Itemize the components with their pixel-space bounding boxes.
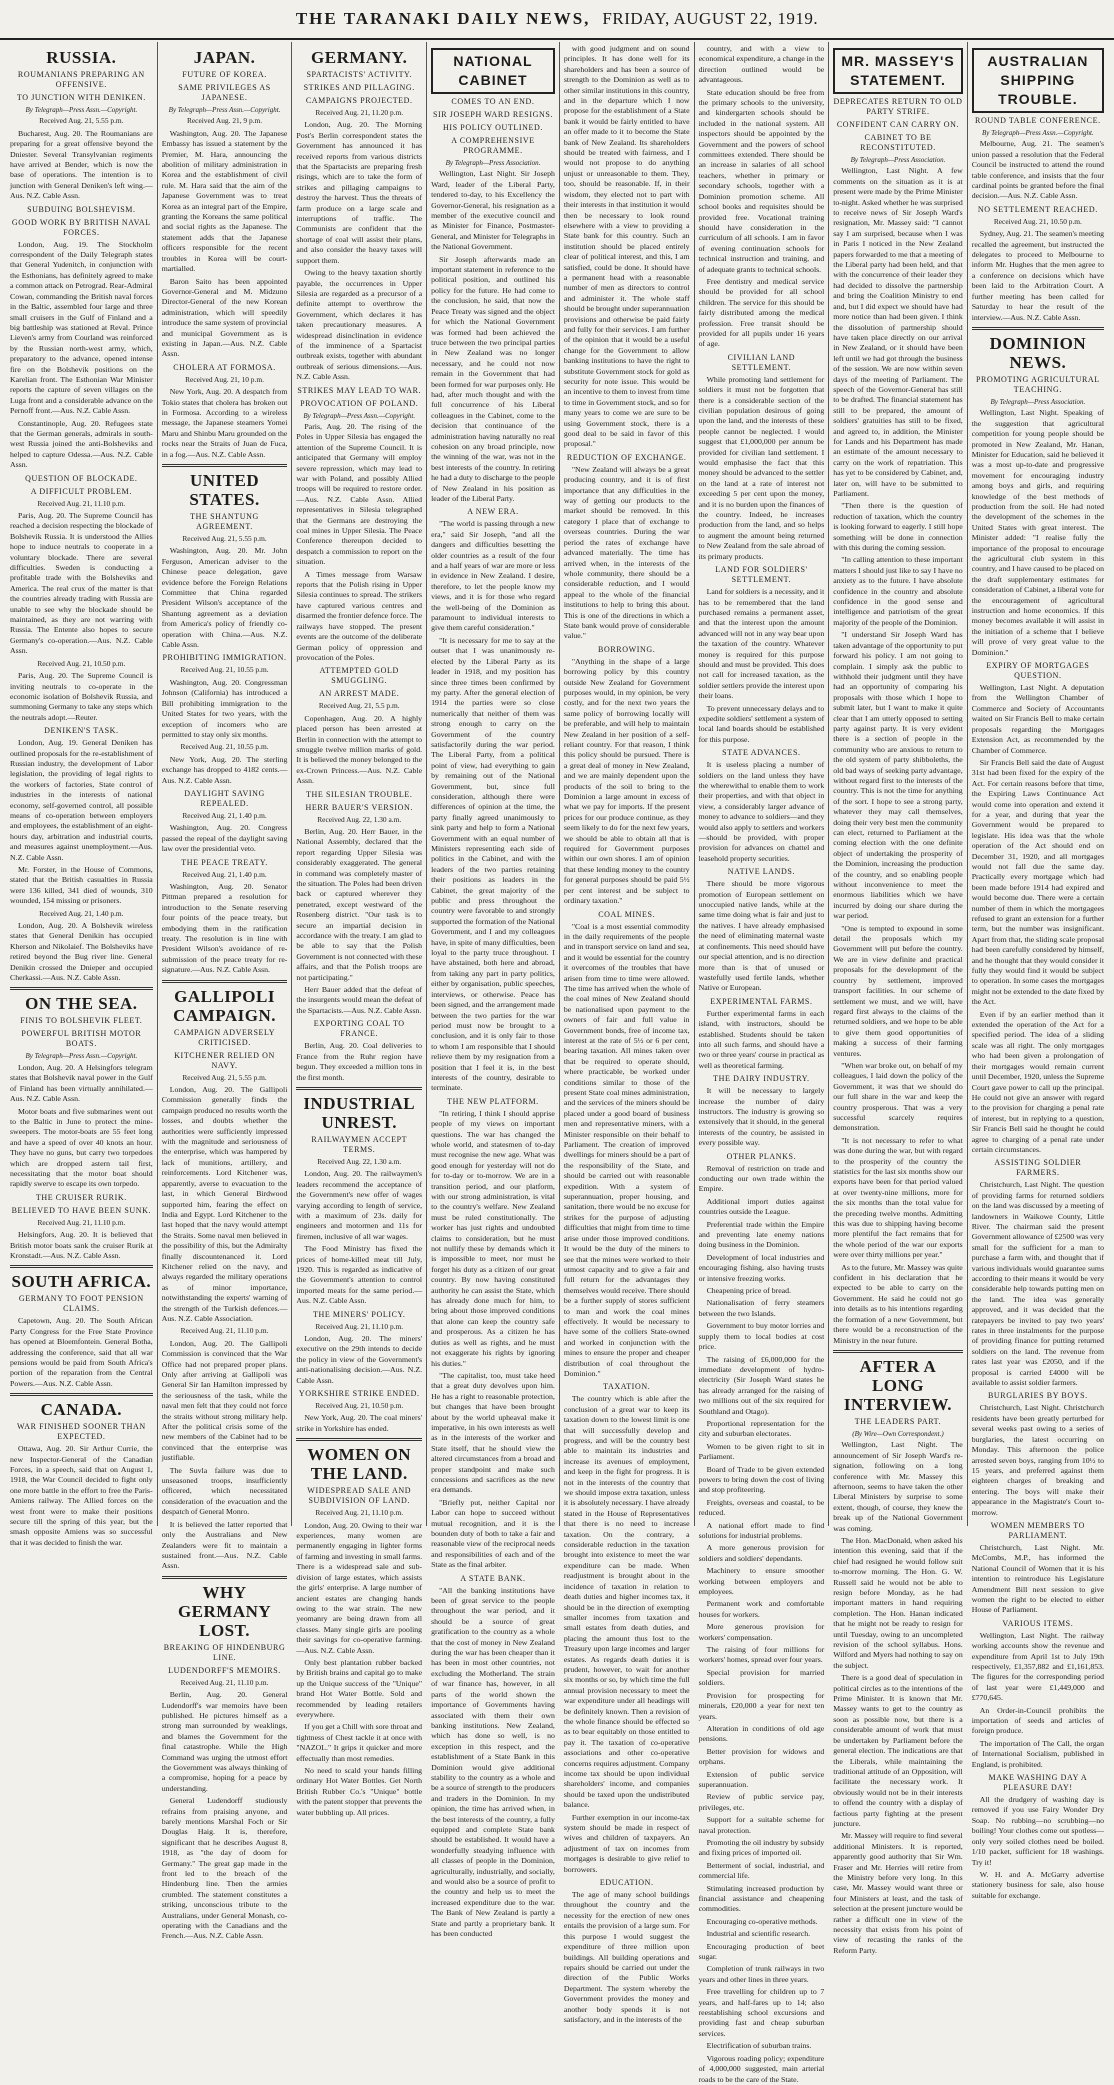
article-paragraph: All the drudgery of washing day is removed if you use Fairy Wonder Dry Soap. No rubbing—no scrubbing—no boiling! Your clothes come out spotless—only very soiled clothes need be boiled. 1/10 packet, sufficient for 18 washings. Try it! (971, 1795, 1105, 1867)
article-paragraph: London, Aug. 20. The miners' executive on the 29th intends to decide the policy in view of the Government's anti-nationalising decision.—Aus. N.Z. Cable Assn. (296, 1334, 423, 1385)
subheading: THE PEACE TREATY. (181, 857, 268, 867)
byline: By Telegraph—Press Assn.—Copyright. (168, 106, 281, 114)
section-divider (296, 1438, 422, 1441)
section-divider (162, 980, 288, 983)
article-paragraph: Further experimental farms in each island, with instructors, should be established. Students should be taken into all such farms, and should have a two or three years' course in practical as well as theoretical farming. (698, 1008, 825, 1070)
newspaper-title: THE TARANAKI DAILY NEWS, (295, 9, 591, 28)
article-paragraph: A more generous provision for soldiers and soldiers' dependants. (698, 1543, 825, 1563)
received-line: Received Aug. 21, 11.10 p.m. (37, 498, 126, 508)
article-paragraph: A national effort made to find solutions for industrial problems. (698, 1520, 825, 1540)
article-paragraph: The Food Ministry has fixed the prices of home-killed meat till July, 1920. This is regarded as indicative of the Government's attention to control imported meats for the same period.—Aus. N.Z. Cable Assn. (296, 1244, 423, 1306)
article-paragraph: Sir Francis Bell said the date of August 31st had been fixed for the expiry of the Act. For certain reasons before that time, the Expiring Laws Continuance Act would come into operation and extend it for a year, and during that year the Government would be prepared to legislate. His idea was that the whole operation of the Act should end on December 31, 1920, and all mortgages would not fall due the same day. Practically every mortgage which had been made before 1914 had expired and would become due. There were a certain number of them in which the mortgagees refused to grant an extension for a further term, but the number was insignificant. Apart from that, the sliding scale proposal had been carefully considered by himself, and he thought that they would consider it fully they would find it would be subject to operation. In some cases the mortgages might not be extended to the date fixed by the Act. (971, 757, 1105, 1007)
article-paragraph: Even if by an earlier method than it extended the operation of the Act for a specified period. The idea of a sliding scale was all right. The only mortgages who had been given a prolongation of their mortgages would remain current until December, 1920, unless the Supreme Court gave power to call up the principal. He could not give an answer with regard to the provision for charging a penal rate of interest, but in replying to a question, Sir Francis Bell said he thought he could agree to charging of a penal rate under certain circumstances. (971, 1009, 1105, 1154)
subheading: STATE ADVANCES. (722, 748, 801, 758)
article-paragraph: The country which is able after the conclusion of a great war to keep its taxation down to the lowest limit is one that will successfully develop and progress, and will be the country best able to maintain its industries and increase its avenues of employment, and keep in the fight for progress. It is not in the interests of the country that we should impose extra taxation, unless it is absolutely necessary. I have already stated in the House of Representatives that there is no need to increase taxation. On the contrary, a considerable reduction in the taxation brought into existence to meet the war expenditure can be made. When readjustment is brought about in the incidence of taxation in relation to death duties and higher incomes tax, it should be in the direction of exempting smaller incomes from taxation and small estates from death duties, and placing the amount thus lost to the Treasury upon large incomes and larger estates. As regards death duties it is prudent, however, to wait for another six months or so, by which time the full annual provision necessary to meet the war expenditure under all headings will be definitely known. Then a revision of the whole finance should be effected so as to bear equitably on those entitled to pay it. The taxation of co-operative associations and other co-operative concerns requires adjustment. Company income tax should be upon individual shareholders' income, and companies should be taxed upon the undistributed balance. (563, 1394, 690, 1810)
article-paragraph: London, Aug. 19. The Stockholm correspondent of the Daily Telegraph states that General Yudenitch, in conjunction with the Esthonians, has definitely agreed to make a common attack on Petrograd. Rear-Admiral Cowan, commanding the British naval forces in the Baltic, assembled four large and three small cruisers in the Gulf of Finland and a big battleship was stationed at Reval. Prince Lieven's army from Courland was reinforced by the Russian north-west army, which, preparatory to the advance, opened intense fire on the Bolshevik positions on the Karelian front. The Esthonian War Minister reports the capture of seven villages on the Luga front and a considerable advance on the Pernoff front.—Aus. N.Z. Cable Assn. (10, 239, 153, 416)
article-paragraph: Land for soldiers is a necessity, and it has to be remembered that the land purchased remains a permanent asset, and that the interest upon the amount advanced will not in any way bear upon the taxation of the country. Whatever money is required for this purpose should and must be provided. This does not call for increased taxation, as the soldier settlers provide the interest upon their loans. (698, 587, 825, 701)
article-paragraph: Wellington, Last Night. A deputation from the Wellington Chamber of Commerce and Society of Accountants waited on Sir Francis Bell to make certain proposals regarding the Mortgages Extension Act, as recommended by the Chamber of Commerce. (971, 683, 1105, 755)
section-divider (10, 1265, 153, 1268)
article-paragraph: Special provision for married soldiers. (698, 1667, 825, 1688)
subheading: TO JUNCTION WITH DENIKEN. (16, 93, 146, 102)
article-paragraph: The raising of four millions for workers' homes, spread over four years. (698, 1645, 825, 1665)
section-heading: AUSTRALIAN SHIPPING TROUBLE. (972, 48, 1104, 113)
column-2 (158, 42, 293, 1941)
received-line: Received Aug. 21, 10.50 p.m. (315, 1401, 404, 1411)
subheading: BELIEVED TO HAVE BEEN SUNK. (11, 1205, 152, 1215)
subheading: BORROWING. (598, 644, 656, 654)
section-heading: MR. MASSEY'S STATEMENT. (833, 48, 962, 94)
article-paragraph: A Times message from Warsaw reports that the Polish rising in Upper Silesia continues to spread. The strikers have captured various centres and disarmed the frontier defence force. The railways have stopped. The present events are the outcome of the deliberate German policy of oppression and provocation of the Poles. (296, 569, 423, 662)
article-paragraph: Helsingfors, Aug. 20. It is believed that British motor boats sank the cruiser Rurik at Kronstadt.—Aus. N.Z. Cable Assn. (10, 1230, 153, 1260)
article-paragraph: The age of many school buildings throughout the country and the necessity for the erection of new ones entails the provision of a large sum. For this purpose I would suggest the expenditure of three million upon buildings. All building operations and repairs should be carried out under the direction of the Public Works Department. The system whereby the Government provides the money and another body spends it is not satisfactory, and in the interests of the (563, 1890, 690, 2024)
subheading: CABINET TO BE RECONSTITUTED. (860, 133, 936, 152)
subheading: YORKSHIRE STRIKE ENDED. (298, 1389, 420, 1399)
article-paragraph: Government to buy motor lorries and supply them to local bodies at cost price. (698, 1321, 825, 1352)
article-paragraph: Proportional representation for the city and suburban electorates. (698, 1418, 825, 1439)
article-paragraph: The Suvla failure was due to unseasoned troops, insufficiently officered, which necessitated consideration of the evacuation and the despatch of General Monro. (161, 1465, 288, 1517)
received-line: Received Aug. 22, 1.30 a.m. (317, 1156, 402, 1166)
article-paragraph: New York, Aug. 20. The sterling exchange has dropped to 4182 cents.—Aus. N.Z. Cable Assn. (161, 754, 288, 785)
article-paragraph: "Anything in the shape of a large borrowing policy by this country outside New Zealand for Government purposes would, in my opinion, be very costly, and for the next two years the same policy of borrowing locally will be preferable, and will help to maintain New Zealand in her position of a self-reliant country. For that reason, I think this policy should be pursued. There is a great deal of money in New Zealand, and we are mainly dependent upon the products of the soil to bring to the Dominion a large amount in excess of what we pay for imports. If the present prices for our produce continue, as they seem likely to do for the next few years, we should be able to obtain all that is required for Government purposes within our own shores. I am of opinion that these lending money to the country for general purposes should be paid 5½ per cent interest and be subject to ordinary taxation." (563, 656, 690, 906)
subheading: SAME PRIVILEGES AS JAPANESE. (178, 83, 271, 102)
received-line: Received Aug. 21, 10.50 p.m. (37, 658, 126, 668)
section-heading: AFTER A LONG INTERVIEW. (843, 1356, 953, 1414)
received-line: Received Aug. 21, 5.55 p.m. (182, 1072, 267, 1082)
article-paragraph: Industrial and scientific research. (706, 1929, 811, 1939)
section-divider (833, 1350, 962, 1353)
article-paragraph: Review of public service pay, privileges, etc. (698, 1792, 825, 1812)
subheading: REDUCTION OF EXCHANGE. (566, 452, 687, 462)
received-line: Received Aug. 21, 10.55 p.m. (180, 665, 269, 675)
subheading: A DIFFICULT PROBLEM. (30, 486, 132, 496)
article-paragraph: "The world is passing through a new era," said Sir Joseph, "and all the dangers and difficulties besetting the older countries as a result of the four and a half years of war are more or less in evidence in New Zealand. I desire, therefore, to let the people know my views, and it is for those who regard the well-being of the Dominion as paramount to individual interests to give them careful consideration." (431, 519, 555, 633)
article-paragraph: Christchurch, Last Night. The question of providing farms for returned soldiers on the land was discussed by a meeting of landowners in Waikowe County, Little River. The chairman said the present Government allowance of £2500 was very small for the sufficient for a man to purchase a farm with, and thought that if various individuals would guarantee sums according to their means it would be very considerable help towards putting men on the land. The idea was generally approved, and it was decided that the ratepayers be invited to pay two years' rates in three instalments for the purpose of providing finance for putting returned soldiers on the land. The revenue from rates last year was £2050, and if the proposal is carried £4000 will be available to assist soldier farmers. (971, 1180, 1105, 1388)
article-paragraph: London, Aug. 20. A Bolshevik wireless states that General Denikin has occupied Kherson and Nikolaief. The Bolsheviks have retired beyond the Bug river line. General Denikin crossed the Dnieper and occupied Cherkassi.—Aus. N.Z. Cable Assn. (10, 921, 153, 983)
received-line: Received Aug. 21, 11.20 p.m. (315, 108, 404, 117)
subheading: THE NEW PLATFORM. (447, 1096, 539, 1106)
subheading: RAILWAYMEN ACCEPT TERMS. (311, 1134, 408, 1154)
article-paragraph: Extension of public service superannuation. (698, 1769, 825, 1789)
article-paragraph: Cheapening price of bread. (706, 1286, 791, 1296)
article-paragraph: Removal of restriction on trade and conducting our own trade within the Empire. (698, 1163, 825, 1194)
subheading: THE DAIRY INDUSTRY. (713, 1074, 810, 1084)
article-paragraph: While promoting land settlement for soldiers it must not be forgotten that there is a considerable section of the civilian population desirous of going upon the land, and the interests of these people cannot be neglected. I would suggest that £1,000,000 per annum be provided for civilian land settlement. I would emphasise the fact that this money should be advanced to the settler on the land at a rate of interest not exceeding 5 per cent upon the money, and it is no burden upon the finances of the country. Indeed, he increases production from the land, and so helps to augment the amount being returned to New Zealand from the sale abroad of its primary products. (698, 374, 825, 561)
article-paragraph: London, Aug. 20. The Gallipoli Commission generally finds the campaign produced no results worth the losses, and doubts whether the authorities were sufficiently impressed with the magnitude and seriousness of the enterprise, which was hampered by lack of munitions, artillery, and reinforcements. Lord Kitchener was, apparently, averse to evacuation to the last, in which General Birdwood supported him, fearing the effect on India and Egypt. Lord Kitchener to the last hoped that the navy would attempt the Straits. Some naval men believed in the possibility of this, but the Admiralty finally discountenanced it. Lord Kitchener relied on the navy, and always regarded the military operations as of minor importance, notwithstanding the experts' warning of the strength of the Turkish defences.—Aus. N.Z. Cable Association. (161, 1085, 288, 1323)
article-paragraph: Wellington, Last Night. The railway working accounts show the revenue and expenditure from April 1st to July 19th respectively, £1,357,882 and £1,161,853. The figures for the corresponding period of last year were £1,449,000 and £770,645. (971, 1630, 1105, 1703)
received-line: Received Aug. 21, 5.55 p.m. (182, 534, 267, 543)
subheading: POWERFUL BRITISH MOTOR BOATS. (21, 1029, 142, 1049)
received-line: Received Aug. 21, 10.50 p.m. (993, 216, 1082, 226)
section-heading: WOMEN ON THE LAND. (307, 1445, 412, 1484)
subheading: CHOLERA AT FORMOSA. (173, 362, 276, 372)
byline: By Telegraph—Press Association. (990, 397, 1086, 406)
byline: (By Wire—Own Correspondent.) (852, 1429, 944, 1438)
article-paragraph: Nationalisation of ferry steamers between the two Islands. (698, 1298, 825, 1318)
article-paragraph: "One is tempted to expound in some detail the proposals which my Government will put before the country. We are in view definite and practical proposals for the development of the country by settlement, improved transport facilities. In our scheme of settlement we must, and we will, have regard first always to the claims of the returned soldiers, and we hope to be able to give them good opportunities of making a success of their farming ventures. (833, 923, 963, 1058)
subheading: CIVILIAN LAND SETTLEMENT. (727, 352, 796, 372)
article-paragraph: Wellington, Last Night. Speaking of the suggestion that agricultural competition for young people should be promoted in New Zealand, Mr. Hanan, Minister for Education, said he believed it was a most up-to-date and progressive movement for encouraging industry among boys and girls, and requiring knowledge of the best methods of production from the soil. He had noted the development of the schemes in the United States with great interest. The Minister added: "I realise fully the importance of the proposal to encourage the agricultural club system in this country, and I have caused to be placed on the draft supplementary estimates for consideration of Cabinet, a liberal vote for the encouragement of agricultural instruction and home economics. If this money becomes available it will assist in the initiation of a scheme that I believe will prove of very great value to the Dominion." (971, 408, 1105, 657)
section-heading: WHY GERMANY LOST. (177, 1582, 272, 1640)
article-paragraph: Betterment of social, industrial, and commercial life. (698, 1860, 825, 1881)
subheading: ROUMANIANS PREPARING AN OFFENSIVE. (17, 70, 145, 89)
article-paragraph: Washington, Aug. 20. Mr. John Ferguson, American adviser to the Chinese peace delegation, gave evidence before the Foreign Relations Committee that China regarded President Wilson's acceptance of the Shantung agreement as a deviation from America's policy of friendly co-operation with China.—Aus. N.Z. Cable Assn. (161, 546, 288, 650)
article-paragraph: Washington, Aug. 20. Senator Pittman prepared a resolution for introduction to the Senate reserving four points of the peace treaty, but embodying them in the ratification treaty. The resolution is in line with President Wilson's avoidance of re-submission of the peace treaty for re-signature.—Aus. N.Z. Cable Assn. (161, 881, 288, 975)
article-paragraph: Paris, Aug. 20. The rising of the Poles in Upper Silesia has engaged the attention of the Supreme Council. It is anticipated that Germany will employ severe repression, which may lead to war with Poland, and possibly Allied troops will be required to restore order.—Aus. N.Z. Cable Assn. Allied representatives in Silesia telegraphed that the Germans are destroying the coal mines in Upper Silesia. The Peace Conference thereupon decided to despatch a commission to report on the situation. (296, 421, 423, 567)
article-paragraph: with good judgment and on sound principles. It has done well for its shareholders and has been a source of strength to the Dominion as well as to other similar institutions in this country, and in the departure which I now propose for the establishment of a State bank it would be fairly entitled to have an offer made to it to become the State bank of New Zealand. Its shareholders should be treated with fairness, and I would not propose to do anything unjust or unreasonable to them. They, too, should be reasonable. If, in their wisdom, they elected not to part with their interests in that institution it would then be necessary to look round elsewhere with a view to providing a State bank for this country. Such an institution should be placed entirely clear of political interest, and this, I am satisfied, could be done. It should have a permanent head with a reasonable number of men as directors to control and administer it. The whole staff should be brought under superannuation provisions and otherwise be paid fairly and fully for their services. I am further of the opinion that it would be a useful change for the Government to allow banking institutions to have the right to substitute Government stock for gold as security for note issue. This would be an incentive to them to invest from time to time in Government stock, and so for many years to come we are sure to be using Government stock, there is a good deal to be said in favor of this proposal." (563, 44, 690, 449)
subheading: MAKE WASHING DAY A PLEASURE DAY! (988, 1773, 1088, 1793)
subheading: THE SILESIAN TROUBLE. (306, 789, 413, 799)
article-paragraph: Encouraging co-operative methods. (706, 1916, 818, 1926)
section-heading: JAPAN. (193, 48, 256, 67)
subheading: VARIOUS ITEMS. (1002, 1618, 1074, 1628)
article-paragraph: Promoting the oil industry by subsidy and fixing prices of imported oil. (698, 1837, 825, 1858)
article-paragraph: The raising of £6,000,000 for the immediate development of hydro-electricity (Sir Joseph Ward states he has already arranged for the raising of two millions out of the six required for Southland and Otago). (698, 1354, 825, 1416)
article-paragraph: Sir Joseph afterwards made an important statement in reference to the political position, and outlined his policy for the future. He had come to the conclusion, he said, that now the Peace Treaty was signed and the object for which the National Government was formed had been achieved the truce between the two principal parties in New Zealand was no longer necessary, and he could not now remain in the Government that had been formed for war purposes only. He had, after much thought and with the full concurrence of his Liberal colleagues in the Cabinet, come to the decision that continuance of the administration having naturally no real cohesion on any broad principle, now the winning of the war, was not in the best interests of the country. In retiring he had a duty to discharge to the people of New Zealand in his position as leader of the Liberal Party. (431, 254, 555, 503)
article-paragraph: Wellington, Last Night. The announcement of Sir Joseph Ward's re-signation, following on a long conference with Mr. Massey this afternoon, seems to have taken the other Liberal Ministers by surprise to some extent, though, of course, they knew the break up of the National Government was coming. (833, 1440, 963, 1533)
section-divider (162, 464, 288, 467)
article-paragraph: Sydney, Aug. 21. The seamen's meeting recalled the agreement, but instructed the delegates to proceed to Melbourne to inform Mr. Hughes that the men agree to a conference on decisions which have been laid to the Arbitration Court. A further meeting has been called for Saturday to hear the result of the interview.—Aus. N.Z. Cable Assn. (971, 229, 1105, 322)
section-heading: GERMANY. (311, 48, 408, 67)
section-heading: INDUSTRIAL UNREST. (303, 1093, 416, 1132)
article-paragraph: Washington, Aug. 20. Congressman Johnson (California) has introduced a Bill prohibiting immigration to the United States for two years, with the exception of incomers who are permitted to stay only six months. (161, 677, 288, 739)
article-paragraph: Completion of trunk railways in two years and other lines in three years. (698, 1964, 825, 1984)
article-paragraph: Development of local industries and encouraging fishing, also having trusts or intensive freezing works. (698, 1252, 825, 1283)
column-4 (427, 42, 560, 1939)
received-line: Received Aug. 21, 10.55 p.m. (180, 742, 269, 752)
article-paragraph: W. H. and A. McGarry advertise stationery business for sale, also house suitable for exchange. (971, 1869, 1105, 1900)
article-paragraph: Better provision for widows and orphans. (698, 1746, 825, 1767)
article-paragraph: Mr. Massey will require to find several additional Ministers. It is reported, apparently good authority that Sir Wm. Fraser and Mr. Herries will retire from the Ministry before very long. In this case, Mr. Massey would want three or four Ministers at least, and the task of selection at the present juncture would be rather a difficult one in view of the necessity that exists from his point of view of recasting the ranks of the Reform Party. (833, 1831, 963, 1955)
article-paragraph: More generous provision for workers' compensation. (698, 1622, 825, 1642)
byline: By Telegraph—Press Assn.—Copyright. (25, 106, 138, 114)
section-heading: UNITED STATES. (189, 471, 260, 509)
article-paragraph: "Briefly put, neither Capital nor Labor can hope to succeed without mutual recognition, and it is the bounden duty of both to take a fair and reasonable view of the reciprocal needs and responsibilities of each and of the State as the final arbiter. (431, 1497, 555, 1570)
article-paragraph: London, Aug. 20. The Morning Post's Berlin correspondent states the Government has announced it has received reports from various districts that the Spartacists are preparing fresh risings, which are to take the form of strikes and pillaging campaigns to destroy the harvest. Thus the threats of farm produce on a large scale and interruptions of traffic. The Communists are confident that the shortage of coal will assist their plans, and also consider the heavy taxes will support them. (296, 120, 423, 265)
article-paragraph: "When war broke out, on behalf of my colleagues, I laid down the policy of the Government, it was that we should do our full share in the war and keep the country prosperous. That was a very successful scarcely requires demonstration. (833, 1060, 963, 1133)
subheading: THE LEADERS PART. (854, 1416, 942, 1426)
subheading: CAMPAIGNS PROJECTED. (305, 96, 413, 105)
section-heading: SOUTH AFRICA. (11, 1272, 152, 1292)
article-paragraph: It will be necessary to largely increase the number of dairy instructors. The industry is growing so extensively that it should, in the general interests of the country, be assisted in every possible way. (698, 1086, 825, 1148)
article-paragraph: It is useless placing a number of soldiers on the land unless they have the wherewithal to enable them to work their properties, and with that object in view, a considerably larger advance of money to advance to soldiers—and they would also apply to settlers and workers—should be provided, with proper provision for advances on chattel and leasehold property securities. (698, 760, 825, 863)
article-paragraph: London, Aug. 19. General Deniken has outlined proposals for the re-establishment of Russian industry, the development of Labor legislation, the providing of legal rights to the workers of factories, State control of industries in the interests of national economy, self-governed control, all possible means of co-operation between employers and employees, the establishment of an eight-hours day, arbitration and industrial courts, and measures against unemployment.—Aus. N.Z. Cable Assn. (10, 738, 153, 862)
received-line: Received Aug. 22, 1.30 a.m. (317, 814, 402, 824)
section-heading: DOMINION NEWS. (989, 333, 1087, 372)
subheading: THE SHANTUNG AGREEMENT. (190, 512, 259, 531)
subheading: SUBDUING BOLSHEVISM. (27, 204, 136, 214)
article-paragraph: Baron Saito has been appointed Governor-General and M. Midzuno Director-General of the new Korean administration, which will speedily introduce the same system of provincial and municipal Government as is existing in Japan.—Aus. N.Z. Cable Assn. (161, 276, 288, 359)
subheading: BURGLARIES BY BOYS. (987, 1391, 1088, 1401)
section-divider (972, 327, 1104, 330)
subheading: LAND FOR SOLDIERS' SETTLEMENT. (715, 565, 808, 585)
column-7 (829, 42, 967, 1955)
section-heading: CANADA. (40, 1400, 123, 1420)
article-paragraph: Machinery to ensure smoother working between employers and employees. (698, 1566, 825, 1597)
received-line: Received Aug. 21, 11.10 p.m. (37, 1217, 126, 1227)
article-paragraph: "The capitalist, too, must take heed that a great duty devolves upon him. He has a right to reasonable protection, but changes that have been brought about by the world upheaval make it imperative, in his own interests as well as in the interests of the worker and State itself, that he should view the altered circumstances from a broad and proper standpoint and make such concessions and sacrifices as the new era demands. (431, 1370, 555, 1495)
subheading: EXPORTING COAL TO FRANCE. (313, 1019, 405, 1039)
article-paragraph: If you get a Chill with sore throat and tightness of Chest tackle it at once with "NAZOL." It grips it quicker and more effectually than most remedies. (296, 1722, 423, 1763)
article-paragraph: State education should be free from the primary schools to the university, and kindergarten schools should be included in the national system. All inspectors should be appointed by the Government and the powers of school committees extended. There should be an increase in salaries of all school teachers, whether in primary or secondary schools, together with a Dominion promotion scheme. All school books and requisites should be provided free. Vocational training should have consideration in the curriculum of all schools. I am in favor of evening continuation schools for technical instruction and training, and of adequate grants to technical schools. (698, 87, 825, 274)
subheading: LUDENDORFF'S MEMOIRS. (168, 1665, 281, 1675)
subheading: ATTEMPTED GOLD SMUGGLING. (319, 666, 399, 686)
article-paragraph: Only best plantation rubber backed by British brains and capital go to make up the Unique success of the "Unique" brand Hot Water Bottle. Sold and recommended by leading retailers everywhere. (296, 1657, 423, 1719)
article-paragraph: Melbourne, Aug. 21. The seamen's union passed a resolution that the Federal Council be instructed to attend the round table conference, and insists that the four cardinal points be granted before the final decision.—Aus. N.Z. Cable Assn. (971, 139, 1105, 201)
subheading: HIS POLICY OUTLINED. (443, 123, 543, 132)
subheading: OTHER PLANKS. (726, 1151, 797, 1161)
subheading: NATIVE LANDS. (727, 867, 796, 877)
byline: By Telegraph—Press Assn.—Copyright. (981, 129, 1094, 137)
article-paragraph: Capetown, Aug. 20. The South African Party Congress for the Free State Province has opened at Bloemfontein. General Botha, addressing the conference, said that all war pensions would be paid from South Africa's portion of the reparation from the Central Powers.—Aus. N.Z. Cable Assn. (10, 1316, 153, 1388)
subheading: CAMPAIGN ADVERSELY CRITICISED. (174, 1027, 276, 1047)
subheading: A COMPREHENSIVE PROGRAMME. (451, 136, 535, 155)
article-paragraph: Owing to the heavy taxation shortly payable, the occurrences in Upper Silesia are regarded as a precursor of a definite attempt to overthrow the Government, which declares it has taken precautionary measures. A widespread disinclination in evidence of the imminence of a Spartacist outbreak exists, together with abundant outbreak of serious dimensions.—Aus. N.Z. Cable Assn. (296, 268, 423, 382)
article-paragraph: Vigorous roading policy; expenditure of 4,000,000 suggested, main arterial roads to be the care of the State. (698, 2053, 825, 2084)
subheading: WIDESPREAD SALE AND SUBDIVISION OF LAND. (307, 1486, 412, 1506)
article-paragraph: "All the banking institutions have been of great service to the people throughout the war period, and it should be a source of great gratification to the country as a whole that the cost of money in New Zealand during the war has been cheaper than it has been in most other countries, not excluding the Motherland. The strain of war finance has, however, in all parts of the world shown the importance of Governments having associated with them their own banking institutions. New Zealand, which has done so well, is no exception in this respect, and the establishment of a State Bank in this Dominion would give additional stability to the country as a whole and be a source of strength to the producers and traders in the Dominion. In my opinion, the time has arrived when, in the best interests of the country, a fully equipped and complete State bank should be established. It would have a wonderfully steadying influence with all classes of people in the Dominion, agriculturally, industrially, and socially, and would also be a source of profit to the country and help us to meet the increased expenditure due to the war. The Bank of New Zealand is partly a State and partly a proprietary bank. It has been conducted (431, 1585, 555, 1939)
article-paragraph: Board of Trade to be given extended powers to bring down the cost of living and stop profiteering. (698, 1464, 825, 1495)
article-paragraph: Alteration in conditions of old age pensions. (698, 1723, 825, 1744)
received-line: Received Aug. 21, 9 p.m. (186, 116, 263, 126)
article-paragraph: Berlin, Aug. 20. Herr Bauer, in the National Assembly, declared that the report regarding Upper Silesia was considerably exaggerated. The general in command was completely master of the situation. The Poles had been driven back or captured wherever they penetrated, except westward of the Rosenberg district. "Our task is to secure an impartial decision in accordance with the treaty. I am glad to be able to say that the Polish Government is not connected with these affairs, and that the Polish troops are not participating." (296, 826, 423, 982)
section-heading: RUSSIA. (46, 48, 117, 67)
article-paragraph: The importation of The Call, the organ of International Socialism, published in England, is prohibited. (971, 1738, 1105, 1769)
received-line: Received Aug. 21, 11.10 p.m. (180, 1677, 269, 1687)
subheading: DAYLIGHT SAVING REPEALED. (184, 788, 265, 808)
article-paragraph: Berlin, Aug. 20. Coal deliveries to France from the Ruhr region have begun. They exceeded a million tons in the first month. (296, 1041, 423, 1082)
article-paragraph: Paris, Aug. 20. The Supreme Council is inviting neutrals to co-operate in the economic isolation of Bolshevik Russia, and summoning Germany to take any steps which the neutrals adopt.—Reuter. (10, 671, 153, 722)
article-paragraph: No need to scald your hands filling ordinary Hot Water Bottles. Get North British Rubber Co.'s "Unique" bottle with the patent stopper that prevents the water bubbling up. All prices. (296, 1766, 423, 1817)
subheading: STRIKES AND PILLAGING. (303, 83, 415, 92)
subheading: NO SETTLEMENT REACHED. (977, 204, 1098, 214)
received-line: Received Aug. 21, 1.40 p.m. (182, 810, 267, 820)
article-paragraph: Motor boats and five submarines went out to the Baltic in June to protect the mine-sweepers. The motor-boats are 55 feet long and have a speed of over 40 knots an hour. They have no guns, but carry two torpedoes which are dropped astern tail first, necessitating that the motor boat should rapidly swerve to escape its own torpedo. (10, 1106, 153, 1189)
article-paragraph: Washington, Aug. 20. Congress passed the repeal of the daylight saving law over the presidential veto. (161, 823, 288, 854)
article-paragraph: It is believed the latter reported that only the Australians and New Zealanders were fit to maintain a sustained front.—Aus. N.Z. Cable Assn. (161, 1519, 288, 1571)
subheading: BREAKING OF HINDENBURG LINE. (163, 1642, 286, 1662)
article-paragraph: Women to be given right to sit in Parliament. (698, 1441, 825, 1462)
section-divider (162, 1576, 288, 1579)
article-paragraph: Washington, Aug. 20. The Japanese Embassy has issued a statement by the Premier, M. Hara, announcing the abolition of military administration in Korea and the establishment of civil rule. M. Hara said that the aim of the Japanese Government was to treat Korea as an integral part of the Empire, granting the Koreans the same political and social rights as the Japanese. The statement adds that the Japanese officers responsible for the recent troubles in Korea will be court-martialled. (161, 128, 288, 274)
article-paragraph: There is a good deal of speculation in political circles as to the intentions of the Prime Minister. It is known that Mr. Massey wants to get to the country as soon as possible now, but there is a considerable amount of work that must be undertaken by Parliament before the general election. The indications are that the Liberals, while maintaining the traditional attitude of an Opposition, will facilitate the necessary work. It obviously would not be in their interests to offend the country with a display of factious party fighting at the present juncture. (833, 1673, 963, 1828)
article-paragraph: An Order-in-Council prohibits the importation of seeds and articles of foreign produce. (971, 1705, 1105, 1736)
section-divider (10, 1393, 153, 1396)
article-paragraph: "I understand Sir Joseph Ward has taken advantage of the opportunity to put forward his policy. I am not going to complain. I simply ask the public to withhold their judgment until they have had an opportunity of comparing his proposals with those which I hope to submit later, but I want to make it quite clear that I am utterly opposed to setting party against party. It is very evident there is a section of people in the community who are anxious to return to the old system of party shibboleths, the old bad ways of seeking party advantage, without regard first to the interests of the country. This is not the time for anything of the sort. I hope to see a strong party, whatever they may call themselves, doing their very best men the community can elect, returned to Parliament at the coming election with the one definite object of undertaking the prosperity of the Dominion, increasing the production of the country, and so enabling people without inconvenience to meet the enormous liabilities which we have incurred by doing our share during the war period. (833, 630, 963, 921)
subheading: THE MINERS' POLICY. (312, 1309, 406, 1319)
article-paragraph: Paris, Aug. 20. The Supreme Council has reached a decision respecting the blockade of Bolshevik Russia. It is understood the Allies hope to induce neutrals to cooperate in a voluntary blockade. There are several difficulties. Sweden is conducting a profitable trade with the Bolsheviks and America. The real crux of the matter is that the countries already trading with Russia are unable to see why the blockade should be maintained, as they are not warring with Russia. The Entente also hopes to secure Germany's co-operation.—Aus. N.Z. Cable Assn. (10, 511, 153, 656)
subheading: COAL MINES. (598, 909, 656, 919)
article-paragraph: "In calling attention to these important matters I should just like to say I have no anxiety as to the future. I have absolute confidence in the country and absolute confidence in the good sense and intelligence and patriotism of the great majority of the people of the Dominion. (833, 555, 963, 627)
column-3 (292, 42, 427, 1817)
column-8 (968, 42, 1108, 1900)
received-line: Received Aug. 21, 5.5 p.m. (318, 701, 400, 711)
subheading: WAR FINISHED SOONER THAN EXPECTED. (17, 1422, 146, 1442)
article-paragraph: Free dentistry and medical service should be provided for all school children. The service for this should be fairly distributed among the medical profession. Free transit should be provided for all pupils under 16 years of age. (698, 276, 825, 349)
article-paragraph: General Ludendorff studiously refrains from praising anyone, and barely mentions Marshal Foch or Sir Douglas Haig. It is, therefore, significant that he describes August 8, 1918, as "the day of doom for Germany." The great gap made in the front led to the breach of the Hindenburg line. Then the armies crumbled. The statement constitutes a striking, unconscious tribute to the Australians, under General Monash, co-operating with the Canadians and the French.—Aus. N.Z. Cable Assn. (161, 1796, 288, 1941)
article-paragraph: Constantinople, Aug. 20. Refugees state that the German generals, admirals in south-west Russia joined the anti-Bolsheviks and helped to capture Odessa.—Aus. N.Z. Cable Assn. (10, 418, 153, 470)
article-paragraph: Provision for prospecting for minerals, £20,000 a year for next ten years. (698, 1690, 825, 1721)
subheading: GERMANY TO FOOT PENSION CLAIMS. (18, 1294, 144, 1314)
subheading: STRIKES MAY LEAD TO WAR. (297, 385, 422, 395)
article-paragraph: Christchurch, Last Night. Mr. McCombs, M.P., has informed the National Council of Women that it is his intention to reintroduce his Legislature Amendment Bill next session to give women the right to be elected to either House of Parliament. (971, 1542, 1105, 1615)
article-paragraph: "Coal is a most essential commodity in the daily requirements of the people and in transport service on land and sea, and it would be essential for the country it overcomes of the troubles that have arisen from time to time were allowed. The time has arrived when the whole of the coal mines of New Zealand should be nationalised upon payment to the owners of fair and full value in Government bonds, free of income tax, interest at the rate of 5½ or 6 per cent, bearing taxation. All mines taken over that be required to operate should, where practicable, be worked under conditions similar to those of the present State coal mines administration, and the services of the miners should be placed under a good board of business men and representative miners, with a Minister responsible on their behalf to Parliament. The creation of improved dwellings for miners should be a part of the responsibility of the State, and should be carried out with reasonable expedition. With a system of superannuation, proper housing, and sanitation, there would be no excuse for strikes for the purpose of adjusting difficulties that might from time to time arise under those improved conditions. It would be the duty of the miners to see that the mines were worked to their utmost capacity and to give a fair and full return for the advantages they themselves would receive. There should be a further supply of stores sufficient to man and work the coal mines effectively. It would be necessary to have some of the colliers State-owned and worked in conjunction with the mines to ensure the proper and cheaper distribution of coal throughout the Dominion." (563, 921, 690, 1378)
issue-date: FRIDAY, AUGUST 22, 1919. (602, 9, 819, 28)
subheading: COMES TO AN END. (451, 97, 535, 106)
article-paragraph: London, Aug. 20. The Gallipoli Commission is convinced that the War Office had not prepared proper plans. Only after arriving at Gallipoli was General Sir Ian Hamilton impressed by the seriousness of the task, while the naval men felt that they could not force the straits without strong military help. After the political crisis some of the new members of the Cabinet had to be convinced that the enterprise was justifiable. (161, 1338, 288, 1463)
received-line: Received Aug. 21, 11.10 p.m. (315, 1321, 404, 1331)
section-heading: ON THE SEA. (25, 994, 138, 1014)
section-heading: GALLIPOLI CAMPAIGN. (173, 986, 276, 1025)
subheading: SPARTACISTS' ACTIVITY. (306, 70, 412, 79)
subheading: PROMOTING AGRICULTURAL TEACHING. (975, 374, 1100, 394)
article-paragraph: Christchurch, Last Night. Christchurch residents have been greatly perturbed for several weeks past owing to a series of burglaries, the latest occurring on Monday. This afternoon the police arrested seven boys, ranging from 10½ to 15 years, and preferred against them eighteen charges of breaking and entering. The boys will make their appearance in the Magistrate's Court to-morrow. (971, 1403, 1105, 1517)
subheading: SIR JOSEPH WARD RESIGNS. (432, 110, 553, 119)
article-paragraph: Support for a suitable scheme for naval protection. (698, 1815, 825, 1835)
column-5 (560, 42, 695, 2024)
subheading: AN ARREST MADE. (319, 689, 400, 699)
article-paragraph: To prevent unnecessary delays and to expedite soldiers' settlement a system of local land boards should be established for this purpose. (698, 703, 825, 744)
subheading: DENIKEN'S TASK. (44, 726, 119, 736)
subheading: EXPERIMENTAL FARMS. (710, 996, 813, 1006)
received-line: Received Aug. 21, 10 p.m. (185, 374, 264, 384)
column-6 (695, 42, 830, 2084)
article-paragraph: "It is not necessary to refer to what was done during the war, but with regard to the prosperity of the country the statistics for the last six months show our exports have been for that period valued at over twenty-nine millions, more for the six months than the total value for the preceding twelve months. Admitting this was due to shipping having become more plentiful the fact remains that for the whole period of the war our exports were over thirty millions per year." (833, 1135, 963, 1260)
article-paragraph: London, Aug. 20. The railwaymen's leaders recommend the acceptance of the Government's new offer of wages varying according to length of service, with a maximum of 23s. daily for engineers and motormen and 11s for firemen, inclusive of all war wages. (296, 1169, 423, 1241)
subheading: EXPIRY OF MORTGAGES QUESTION. (986, 661, 1090, 681)
subheading: FUTURE OF KOREA. (182, 70, 267, 79)
received-line: Received Aug. 21, 5.55 p.m. (39, 116, 124, 126)
section-heading: NATIONAL CABINET (431, 48, 555, 94)
article-paragraph: Further exemption in our income-tax system should be made in respect of wives and children of taxpayers. An adjustment of tax on incomes from mortgages is desirable to give relief to borrowers. (563, 1812, 690, 1874)
article-paragraph: country, and with a view to economical expenditure, a change in the direction outlined would be advantageous. (698, 44, 825, 85)
section-divider (296, 1087, 422, 1090)
received-line: Received Aug. 21, 11.10 p.m. (180, 1326, 269, 1336)
article-paragraph: New York, Aug. 20. A despatch from Tokio states that cholera has broken out in Formosa. According to a wireless message, the Japanese steamers Yomei Maru and Shinbu Maru grounded on the rocks near the Straits of Juan de Fuca, in a fog.—Aus. N.Z. Cable Assn. (161, 387, 288, 459)
section-divider (10, 987, 153, 990)
byline: By Telegraph—Press Assn.—Copyright. (25, 1052, 138, 1061)
subheading: A STATE BANK. (460, 1573, 526, 1583)
article-paragraph: Stimulating increased production by financial assistance and cheapening commodities. (698, 1883, 825, 1914)
received-line: Received Aug. 21, 1.40 p.m. (39, 908, 124, 918)
article-paragraph: "In retiring, I think I should apprise people of my views on important questions. The war has changed the whole world, and statesmen of to-day must recognise the new age. What was good enough for yesterday will not do for to-day or to-morrow. We are in a transition period, and our platform, with our strong administration, is vital to the country's welfare. New Zealand must be ruled constitutionally. The worker has just rights and undoubted claims to consideration, but he must not nullify these by demands which it is impossible to meet, nor must he forget his duty as a citizen of our great country. By now having constituted authority he can assist the State, which has already done much for him, to bring about those improved conditions that alone can keep the country safe and prosperous. As a citizen he has duties as well as rights, and he must not exaggerate his rights by ignoring his duties." (431, 1108, 555, 1368)
article-paragraph: There should be more vigorous promotion of European settlement on unoccupied native lands, while at the same time doing what is fair and just to the natives. I have already emphasised the need of eliminating maternal waste at confinements. This need should have our special attention, and is no direction more than is that of unused or wastefully used fertile lands, whether Native or European. (698, 879, 825, 993)
column-1 (6, 42, 158, 1547)
byline: By Telegraph—Press Assn.—Copyright. (303, 411, 416, 420)
subheading: KITCHENER RELIED ON NAVY. (174, 1050, 275, 1070)
article-paragraph: Electrification of suburban trains. (706, 2041, 812, 2051)
article-paragraph: New York, Aug. 20. The coal miners' strike in Yorkshire has ended. (296, 1413, 423, 1433)
subheading: ASSISTING SOLDIER FARMERS. (994, 1158, 1082, 1178)
article-paragraph: London, Aug. 20. A Helsingfors telegram states that Bolshevik naval power in the Gulf of Finland has been virtually annihilated.—Aus. N.Z. Cable Assn. (10, 1062, 153, 1104)
received-line: Received Aug. 21, 1.40 p.m. (182, 869, 267, 879)
subheading: THE CRUISER RURIK. (35, 1192, 127, 1202)
article-paragraph: Additional import duties against countries outside the League. (698, 1196, 825, 1217)
subheading: WOMEN MEMBERS TO PARLIAMENT. (990, 1520, 1085, 1540)
masthead (0, 0, 1114, 40)
received-line: Received Aug. 21, 11.10 p.m. (315, 1508, 404, 1518)
article-paragraph: Ottawa, Aug. 20. Sir Arthur Currie, the new Inspector-General of the Canadian Forces, in a speech, said that on August 1, 1918, the War Council decided to fight only one more battle in the effort to free the Paris-Amiens railway. The Allied forces on the west front were to make their positions secure till the spring of this year, but the smash opposite Amiens was so successful that it was decided to finish the war. (10, 1444, 153, 1547)
byline: By Telegraph—Press Association. (445, 159, 541, 167)
article-paragraph: The Hon. MacDonald, when asked his intention this evening, said that if the chief had resigned he would follow suit to-morrow morning. The Hon. G. W. Russell said he would not be able to resign before Monday, as he had important matters in hand requiring completion. The Hon. Hanan indicated that he might not be ready to resign for until Tuesday, owing to an uncompleted revision of the school syllabus. Hons. Wilford and Myers had nothing to say on the subject. (833, 1535, 963, 1670)
article-paragraph: Bucharest, Aug. 20. The Roumanians are preparing for a great offensive beyond the Dniester. Several Transylvanian regiments have arrived at Bender, which is now the base of operations. The intention is to junction with General Deniken's left wing.—Aus. N.Z. Cable Assn. (10, 128, 153, 201)
article-paragraph: Mr. Forster, in the House of Commons, stated that the British casualties in Russia were 136 killed, 341 died of wounds, 310 wounded, 154 missing or prisoners. (10, 865, 153, 906)
subheading: TAXATION. (603, 1382, 651, 1392)
subheading: PROHIBITING IMMIGRATION. (162, 653, 287, 663)
subheading: PROVOCATION OF POLAND. (300, 398, 419, 408)
subheading: EDUCATION. (599, 1878, 654, 1888)
article-paragraph: London, Aug. 20. Owing to their war experiences, many women are permanently engaging in lighter forms of farming and investing in small farms. There is a widespread sale and sub-division of large estates, which assists the girls' enterprise. A large number of ancient estates are changing hands owing to the war strain. The new yeomanry are being drawn from all classes. Many single girls are pooling their savings for co-operative farming.—Aus. N.Z. Cable Assn. (296, 1520, 423, 1655)
article-paragraph: "Then there is the question of reduction of taxation, which the country is looking forward to eagerly. I still hope something will be done in connection with this during the coming session. (833, 501, 963, 553)
article-paragraph: "New Zealand will always be a great producing country, and it is of first importance that any difficulties in the way of getting our products to the market should be removed. In this category I place that of exchange to overseas countries. During the war period the rates of exchange have advanced materially. The time has arrived when, in the interests of the whole community, there should be a considerable reduction, and I would appeal to the whole of the financial institutions to help to bring this about. This is one of the directions in which a State bank would prove of considerable value." (563, 464, 690, 641)
subheading: DEPRECATES RETURN TO OLD PARTY STRIFE. (833, 97, 963, 116)
article-paragraph: Permanent work and comfortable houses for workers. (698, 1599, 825, 1619)
subheading: HERR BAUER'S VERSION. (305, 802, 413, 812)
article-paragraph: Wellington, Last Night. A few comments on the situation as it is at present were made by the Prime Minister to-night. Asked whether he was surprised to receive news of Sir Joseph Ward's resignation, Mr. Massey said: "I cannot say I am surprised, because when I was in Paris I noticed in the New Zealand papers forwarded to me that a meeting of the Liberal party had been held, and that with the concurrence of their leader they had decided to dissolve the partnership and bring the Coalition Ministry to end and, but I did expect we should have had more notice than had been given. I think the dissolution of partnership should have taken place directly on our arrival in New Zealand, or it should have been left until we had got through the business of the session. We are now within seven days of the meeting of Parliament. The speech of the Governor-General has still to be drafted. The financial statement has still to be prepared, the amount of soldiers' gratuities has still to be fixed, and agreed to, in addition, the Minister for Lands and his Department has made an estimate of the amount necessary to carry on the work of repatriation. This has yet to be considered by Cabinet, and, later on, will have to be submitted to Parliament. (833, 166, 963, 498)
subheading: ROUND TABLE CONFERENCE. (975, 116, 1101, 125)
subheading: QUESTION OF BLOCKADE. (25, 473, 138, 483)
article-paragraph: Preferential trade within the Empire and preventing late enemy nations doing business in the Dominion. (698, 1219, 825, 1250)
subheading: CONFIDENT CAN CARRY ON. (836, 120, 960, 129)
article-paragraph: Free travelling for children up to 7 years, and half-fares up to 14; also reestablishing school excursions and providing fast and cheap suburban services. (698, 1987, 825, 2038)
article-paragraph: Wellington, Last Night. Sir Joseph Ward, leader of the Liberal Party, tendered to-day, to his Excellency the Governor-General, his resignation as a member of the executive council and as Minister for Finance, Postmaster-General, and Minister for Telegraphs in the National Government. (431, 169, 555, 252)
subheading: A NEW ERA. (467, 507, 519, 517)
article-paragraph: As to the future, Mr. Massey was quite confident in his declaration that he expected to be able to carry on the Government. He said he could not go into details as to his intentions regarding the formation of a new Government, but there would be a reconstruction of the Ministry in the near future. (833, 1262, 963, 1345)
article-paragraph: Herr Bauer added that the defeat of the insurgents would mean the defeat of the Spartacists.—Aus. N.Z. Cable Assn. (296, 985, 423, 1015)
article-paragraph: Encouraging production of beet sugar. (698, 1941, 825, 1962)
article-paragraph: Copenhagen, Aug. 20. A highly placed person has been arrested at Berlin in connection with the attempt to smuggle twelve million marks of gold. It is believed the money belonged to the ex-Crown Princess.—Aus. N.Z. Cable Assn. (296, 713, 423, 786)
subheading: GOOD WORK BY BRITISH NAVAL FORCES. (11, 217, 151, 237)
newspaper-columns (6, 42, 1108, 2084)
article-paragraph: Berlin, Aug. 20. General Ludendorff's war memoirs have been published. He pictures himself as a strong man surrounded by weaklings, and blames the Government for the final catastrophe. While the High Command was urging the utmost effort the Government was always thinking of a compromise, hoping for a peace by understanding. (161, 1690, 288, 1793)
byline: By Telegraph—Press Association. (850, 156, 946, 164)
subheading: FINIS TO BOLSHEVIK FLEET. (20, 1016, 143, 1026)
article-paragraph: "It is necessary for me to say at the outset that I was unanimously re-elected by the Liberal Party as its leader in 1918, and my position has since three times been confirmed by my party. After the general election of 1914 the parties were so close numerically that neither of them was strong enough to carry on the Government of the country satisfactorily during the war period. The Liberal Party, from a political point of view, had everything to gain by remaining out of the National Government, but, since full consideration, although there were differences of opinion at the time, the party finally agreed unanimously to sink party and help to form a National Government with an equal number of Ministers representing each side of politics in the Cabinet, and with the leaders of the two parties retaining their positions as leaders in the Cabinet, the great majority of the public and press throughout the country were favorable to and strongly supported the formation of the National Government, and I and my colleagues have, in spite of many difficulties, been loyal to the party truce throughout. I have abstained, both here and abroad, from taking any part in party politics, either by organisation, public speeches, interviews, or otherwise. Peace has been signed, and the arrangement made between the two parties for the war period must now be brought to a conclusion, and it is only fair to those to whom I am responsible that I should relieve them by my resignation from a position that I feel it is, in the best interests of the country, desirable to terminate. (431, 635, 555, 1093)
article-paragraph: Freights, overseas and coastal, to be reduced. (698, 1497, 825, 1518)
